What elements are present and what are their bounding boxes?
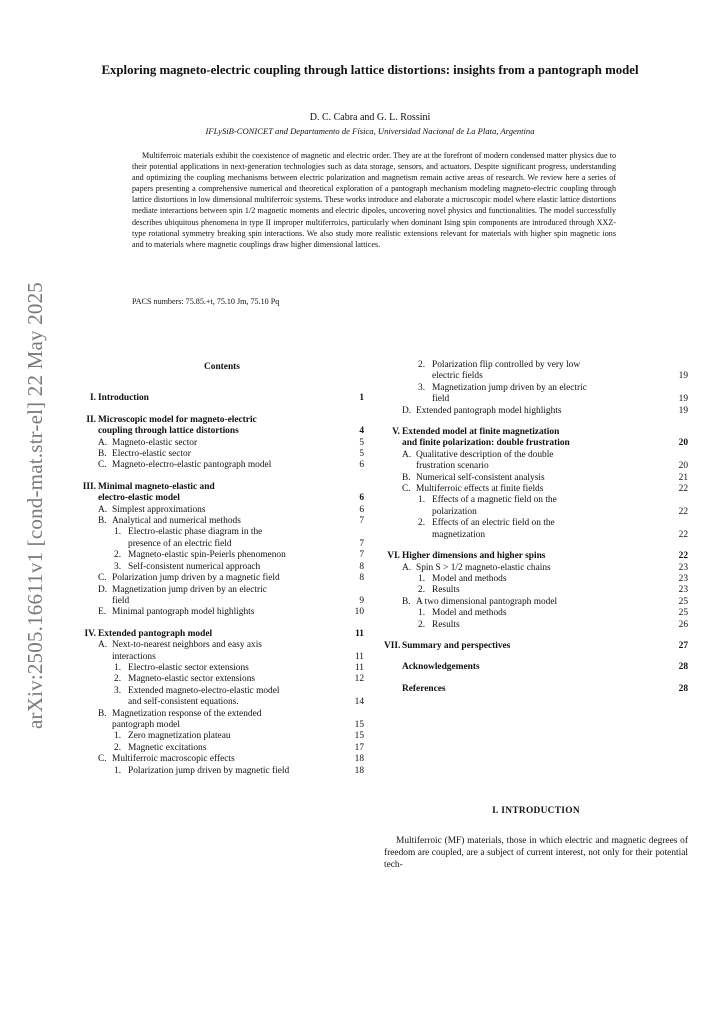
toc-entry-page: 12 [354, 674, 364, 685]
toc-entry-label [384, 473, 670, 484]
toc-entry-number: 1. [114, 731, 122, 742]
toc-entry-number: 1. [418, 495, 426, 506]
toc-entry-title-line: presence of an electric field [128, 538, 232, 549]
toc-entry[interactable] [80, 743, 364, 754]
toc-entry-number: C. [98, 460, 107, 471]
toc-entry-number: 1. [114, 527, 122, 538]
toc-entry[interactable] [384, 406, 688, 417]
toc-entry-page: 1 [359, 393, 364, 404]
toc-entry[interactable] [384, 484, 688, 495]
toc-entry-label [80, 460, 346, 471]
toc-entry-number: III. [82, 481, 96, 492]
toc-entry-label [80, 449, 346, 460]
section-heading-introduction: I. INTRODUCTION [492, 806, 580, 816]
toc-entry-number: C. [98, 754, 107, 765]
toc-entry-label [80, 754, 346, 765]
toc-entry-title-line: polarization [432, 506, 477, 517]
toc-entry-label [384, 383, 670, 406]
toc-entry[interactable] [384, 563, 688, 574]
toc-entry-page: 22 [678, 506, 688, 517]
arxiv-stamp-text: arXiv:2505.16611v1 [cond-mat.str-el] 22 May 2025 [22, 281, 47, 729]
toc-entry[interactable] [384, 620, 688, 631]
toc-entry-number: VI. [387, 551, 400, 562]
toc-entry-title-line: Simplest approximations [112, 504, 206, 515]
toc-entry-label [384, 585, 670, 596]
toc-entry-page: 25 [678, 596, 688, 607]
toc-entry-title-line: Electro-elastic phase diagram in the [128, 527, 263, 538]
toc-entry-title-line: Magnetization jump driven by an electric [432, 382, 587, 393]
toc-entry-number: 1. [418, 573, 426, 584]
arxiv-stamp [22, 250, 48, 760]
toc-entry-page: 4 [359, 426, 364, 437]
toc-entry-title-line: field [432, 394, 450, 405]
toc-entry-page: 11 [354, 651, 364, 662]
toc-entry-title-line: and self-consistent equations. [128, 697, 239, 708]
toc-entry-title-line: Effects of a magnetic field on the [432, 495, 557, 506]
toc-entry-number: D. [98, 584, 108, 595]
toc-entry-number: A. [98, 437, 108, 448]
toc-entry-number: C. [402, 484, 411, 495]
toc-entry-title-line: electro-elastic model [98, 493, 180, 504]
toc-entry-number: VII. [384, 640, 401, 651]
toc-entry-title [98, 393, 149, 404]
toc-entry-label [384, 518, 670, 541]
toc-entry-label [384, 641, 670, 652]
toc-entry-title [98, 482, 215, 505]
toc-entry-title-line: pantograph model [112, 719, 180, 730]
toc-entry-title-line: field [112, 595, 130, 606]
toc-entry-title-line: Numerical self-consistent analysis [416, 472, 545, 483]
toc-entry-label [384, 551, 670, 562]
toc-entry[interactable] [80, 393, 364, 404]
toc-entry-page: 20 [678, 461, 688, 472]
toc-entry-label [384, 574, 670, 585]
toc-entry-number: V. [392, 427, 400, 438]
toc-entry-label [384, 608, 670, 619]
pacs-numbers: PACS numbers: 75.85.+t, 75.10 Jm, 75.10 Pq [132, 297, 280, 306]
toc-entry-title-line: Extended model at finite magnetization [402, 427, 560, 438]
toc-entry-number: A. [402, 562, 412, 573]
toc-entry-page: 6 [359, 493, 364, 504]
toc-entry-number: 2. [114, 742, 122, 753]
toc-entry-title-line: Analytical and numerical methods [112, 516, 241, 527]
toc-entry-label [384, 484, 670, 495]
toc-entry[interactable] [384, 684, 688, 695]
toc-entry-page: 18 [354, 754, 364, 765]
toc-entry-label [80, 562, 346, 573]
toc-entry-title-line: Magneto-elastic spin-Peierls phenomenon [128, 550, 286, 561]
toc-entry-number: E. [98, 607, 107, 618]
toc-entry[interactable] [384, 473, 688, 484]
toc-entry-title-line: Magneto-elastic sector [112, 437, 198, 448]
toc-entry-number: B. [402, 596, 411, 607]
toc-entry-page: 22 [678, 529, 688, 540]
toc-entry-page: 7 [359, 516, 364, 527]
toc-left-list [80, 393, 364, 777]
toc-right-column [384, 360, 688, 695]
toc-entry-number: B. [98, 516, 107, 527]
toc-entry-title-line: Minimal pantograph model highlights [112, 607, 255, 618]
toc-entry-label [80, 482, 346, 505]
toc-entry-title-line: Polarization jump driven by a magnetic field [112, 573, 280, 584]
toc-right-list [384, 360, 688, 695]
toc-entry-title-line: Magnetization response of the extended [112, 708, 262, 719]
toc-entry-page: 6 [359, 460, 364, 471]
toc-entry-title-line: Electro-elastic sector extensions [128, 662, 249, 673]
toc-entry-label [384, 684, 670, 695]
toc-entry-number: B. [402, 472, 411, 483]
toc-entry-number: 2. [114, 674, 122, 685]
toc-entry-label [80, 629, 346, 640]
paper-affiliation: IFLySiB-CONICET and Departamento de Física, Universidad Nacional de La Plata, Argentina [205, 126, 535, 136]
toc-entry[interactable] [384, 608, 688, 619]
toc-entry[interactable] [80, 505, 364, 516]
toc-entry-number: A. [98, 640, 108, 651]
toc-entry-label [80, 766, 346, 777]
toc-entry-title-line: Results [432, 585, 460, 596]
toc-entry-page: 23 [678, 562, 688, 573]
toc-entry-number: A. [98, 504, 108, 515]
toc-entry-page: 5 [359, 437, 364, 448]
toc-entry-label [384, 495, 670, 518]
toc-entry[interactable] [384, 427, 688, 450]
toc-entry-number: II. [86, 414, 96, 425]
toc-entry-page: 23 [678, 585, 688, 596]
toc-entry-page: 19 [678, 394, 688, 405]
toc-entry-page: 15 [354, 731, 364, 742]
toc-entry-label [384, 450, 670, 473]
toc-entry-number: 2. [418, 360, 426, 370]
toc-entry-label [80, 640, 346, 663]
toc-entry[interactable] [80, 573, 364, 584]
toc-entry[interactable] [80, 731, 364, 742]
toc-entry[interactable] [80, 766, 364, 777]
toc-entry-title-line: A two dimensional pantograph model [416, 596, 558, 607]
toc-entry-title-line: Multiferroic effects at finite fields [416, 484, 544, 495]
toc-entry[interactable] [80, 663, 364, 674]
toc-entry[interactable] [80, 686, 364, 709]
toc-entry-label [80, 516, 346, 527]
toc-entry-page: 5 [359, 449, 364, 460]
toc-entry[interactable] [384, 597, 688, 608]
toc-entry-title-line: coupling through lattice distortions [98, 426, 239, 437]
toc-entry[interactable] [384, 641, 688, 652]
toc-entry-label [80, 743, 346, 754]
toc-entry-title-line: Summary and perspectives [402, 640, 511, 651]
toc-entry-label [80, 709, 346, 732]
toc-entry[interactable] [384, 383, 688, 406]
toc-entry-number: IV. [84, 628, 96, 639]
toc-entry-page: 7 [359, 538, 364, 549]
toc-entry-number: D. [402, 405, 412, 416]
toc-entry-label [80, 505, 346, 516]
toc-entry[interactable] [80, 550, 364, 561]
toc-entry-number: 3. [418, 382, 426, 393]
toc-entry-title-line: Magnetization jump driven by an electric [112, 584, 267, 595]
toc-entry-page: 10 [354, 607, 364, 618]
toc-entry-page: 27 [678, 640, 688, 651]
toc-entry-page: 23 [678, 573, 688, 584]
toc-entry[interactable] [80, 438, 364, 449]
toc-entry-title-line: Higher dimensions and higher spins [402, 551, 546, 562]
toc-entry[interactable] [80, 709, 364, 732]
toc-entry-title-line: Acknowledgements [402, 662, 480, 673]
toc-entry-number: 1. [418, 608, 426, 619]
toc-entry-number: I. [90, 393, 96, 404]
toc-entry[interactable] [384, 495, 688, 518]
toc-entry-label [80, 731, 346, 742]
toc-entry-page: 6 [359, 504, 364, 515]
toc-entry-label [80, 686, 346, 709]
toc-entry-page: 28 [678, 662, 688, 673]
toc-entry-page: 26 [678, 619, 688, 630]
toc-entry-page: 11 [355, 628, 364, 639]
toc-entry-label [384, 563, 670, 574]
toc-entry-number: B. [98, 708, 107, 719]
toc-entry-label [80, 438, 346, 449]
toc-entry[interactable] [384, 585, 688, 596]
toc-entry-title [402, 551, 545, 562]
toc-entry-page: 7 [359, 550, 364, 561]
toc-entry-title-line: Magneto-electro-elastic pantograph model [112, 460, 272, 471]
toc-entry-title-line: Qualitative description of the double [416, 449, 554, 460]
toc-entry-title-line: Magnetic excitations [128, 742, 207, 753]
toc-entry-page: 22 [678, 484, 688, 495]
toc-entry-title-line: Extended pantograph model highlights [416, 405, 562, 416]
toc-entry-title-line: Self-consistent numerical approach [128, 561, 261, 572]
toc-entry-page: 21 [678, 472, 688, 483]
toc-entry[interactable] [384, 551, 688, 562]
toc-entry-page: 19 [678, 371, 688, 382]
toc-entry-title [402, 684, 446, 695]
paper-authors: D. C. Cabra and G. L. Rossini [309, 112, 431, 123]
toc-entry-label [80, 607, 346, 618]
toc-entry-title-line: Microscopic model for magneto-electric [98, 414, 257, 425]
toc-entry-label [384, 620, 670, 631]
toc-entry-page: 9 [359, 595, 364, 606]
toc-entry-label [80, 585, 346, 608]
toc-entry-title-line: frustration scenario [416, 461, 489, 472]
toc-entry-page: 20 [678, 438, 688, 449]
toc-entry-label [80, 393, 346, 404]
toc-entry-page: 8 [359, 561, 364, 572]
toc-entry-page: 14 [354, 697, 364, 708]
toc-entry-title [402, 641, 510, 652]
toc-entry-title-line: Extended magneto-electro-elastic model [128, 685, 280, 696]
toc-entry-title [402, 427, 570, 450]
toc-entry[interactable] [80, 640, 364, 663]
toc-entry-number: C. [98, 573, 107, 584]
toc-entry-number: A. [402, 449, 412, 460]
toc-entry[interactable] [80, 482, 364, 505]
toc-entry[interactable] [80, 460, 364, 471]
toc-entry[interactable] [80, 562, 364, 573]
toc-entry-title-line: electric fields [432, 371, 483, 382]
toc-entry[interactable] [80, 415, 364, 438]
toc-entry-number: 3. [114, 685, 122, 696]
toc-entry-title-line: Next-to-nearest neighbors and easy axis [112, 640, 262, 651]
toc-entry-label [384, 360, 670, 383]
toc-entry[interactable] [80, 527, 364, 550]
toc-entry-number: 1. [114, 662, 122, 673]
toc-entry[interactable] [80, 629, 364, 640]
toc-entry-page: 18 [354, 765, 364, 776]
toc-entry-page: 25 [678, 608, 688, 619]
toc-entry-page: 28 [678, 683, 688, 694]
toc-entry-title-line: magnetization [432, 529, 486, 540]
toc-entry[interactable] [80, 754, 364, 765]
toc-entry-title-line: Polarization flip controlled by very low [432, 360, 581, 370]
toc-entry-number: 2. [418, 585, 426, 596]
toc-entry-page: 11 [354, 662, 364, 673]
toc-entry-number: 1. [114, 765, 122, 776]
toc-entry-number: 2. [418, 518, 426, 529]
toc-entry-label [80, 415, 346, 438]
toc-entry-label [80, 550, 346, 561]
toc-entry[interactable] [384, 450, 688, 473]
toc-entry-label [80, 573, 346, 584]
toc-entry-title-line: Model and methods [432, 573, 507, 584]
toc-entry-title-line: interactions [112, 651, 156, 662]
toc-entry-title-line: Effects of an electric field on the [432, 518, 555, 529]
toc-entry-page: 8 [359, 573, 364, 584]
toc-entry-title-line: and finite polarization: double frustration [402, 438, 570, 449]
toc-entry-title-line: Minimal magneto-elastic and [98, 481, 215, 492]
toc-entry-page: 19 [678, 405, 688, 416]
toc-entry-label [80, 674, 346, 685]
paper-title: Exploring magneto-electric coupling through lattice distortions: insights from a pantograph model [101, 63, 639, 77]
toc-entry-title-line: Polarization jump driven by magnetic field [128, 765, 290, 776]
toc-entry-title-line: Spin S > 1/2 magneto-elastic chains [416, 562, 551, 573]
toc-entry[interactable] [384, 662, 688, 673]
toc-entry-page: 15 [354, 719, 364, 730]
toc-entry-number: B. [98, 449, 107, 460]
toc-entry-title [98, 415, 257, 438]
toc-entry-label [80, 527, 346, 550]
toc-entry-label [384, 597, 670, 608]
toc-entry-title-line: Model and methods [432, 608, 507, 619]
toc-entry[interactable] [80, 607, 364, 618]
toc-entry[interactable] [80, 516, 364, 527]
toc-entry[interactable] [384, 518, 688, 541]
toc-entry-title-line: Extended pantograph model [98, 628, 213, 639]
toc-entry-number: 2. [114, 550, 122, 561]
toc-entry[interactable] [80, 674, 364, 685]
toc-left-column [80, 360, 364, 777]
toc-entry-title [402, 662, 480, 673]
toc-entry-number: 3. [114, 561, 122, 572]
toc-entry-label [384, 427, 670, 450]
toc-entry-title-line: Introduction [98, 393, 149, 404]
toc-entry-title-line: Electro-elastic sector [112, 449, 191, 460]
toc-entry[interactable] [80, 449, 364, 460]
toc-entry-label [384, 406, 670, 417]
toc-entry-title-line: References [402, 683, 446, 694]
toc-entry-page: 22 [678, 551, 688, 562]
contents-heading: Contents [204, 362, 240, 372]
toc-entry[interactable] [384, 574, 688, 585]
introduction-text: Multiferroic (MF) materials, those in which electric and magnetic degrees of freedom are coupled, are a subject of current interest, not only for their potential tech- [384, 836, 688, 870]
toc-entry-title [98, 629, 212, 640]
toc-entry[interactable] [384, 360, 688, 383]
toc-entry-title-line: Magneto-elastic sector extensions [128, 674, 256, 685]
abstract: Multiferroic materials exhibit the coexistence of magnetic and electric order. They are at the forefront of modern condensed matter physics due to their potential applications in next-generation technologies such as data storage, sensors, and actuators. Despite significant progress, understanding and optimizing the coupling mechanisms between electric polarization and magnetism remain active areas of research. We review here a series of papers presenting a comprehensive numerical and theoretical exploration of a pantograph mechanism modeling magneto-electric coupling through lattice distortions in low dimensional multiferroic systems. These works introduce and elaborate a microscopic model where elastic lattice distortions mediate interactions between spin 1/2 magnetic moments and electric dipoles, uncovering novel physics and functionalities. The model successfully describes ubiquitous phenomena in type II improper multiferroics, particularly when dominant Ising spin components are introduced through XXZ-type rotational symmetry breaking spin interactions. We also study more realistic extensions relevant for materials with higher spin magnetic ions and to materials where magnetic couplings draw higher dimensional lattices. [132, 151, 616, 249]
toc-entry[interactable] [80, 585, 364, 608]
toc-entry-page: 17 [354, 742, 364, 753]
toc-entry-title-line: Multiferroic macroscopic effects [112, 754, 235, 765]
toc-entry-title-line: Results [432, 619, 460, 630]
toc-entry-title-line: Zero magnetization plateau [128, 731, 231, 742]
toc-entry-number: 2. [418, 619, 426, 630]
toc-entry-label [384, 662, 670, 673]
toc-entry-label [80, 663, 346, 674]
